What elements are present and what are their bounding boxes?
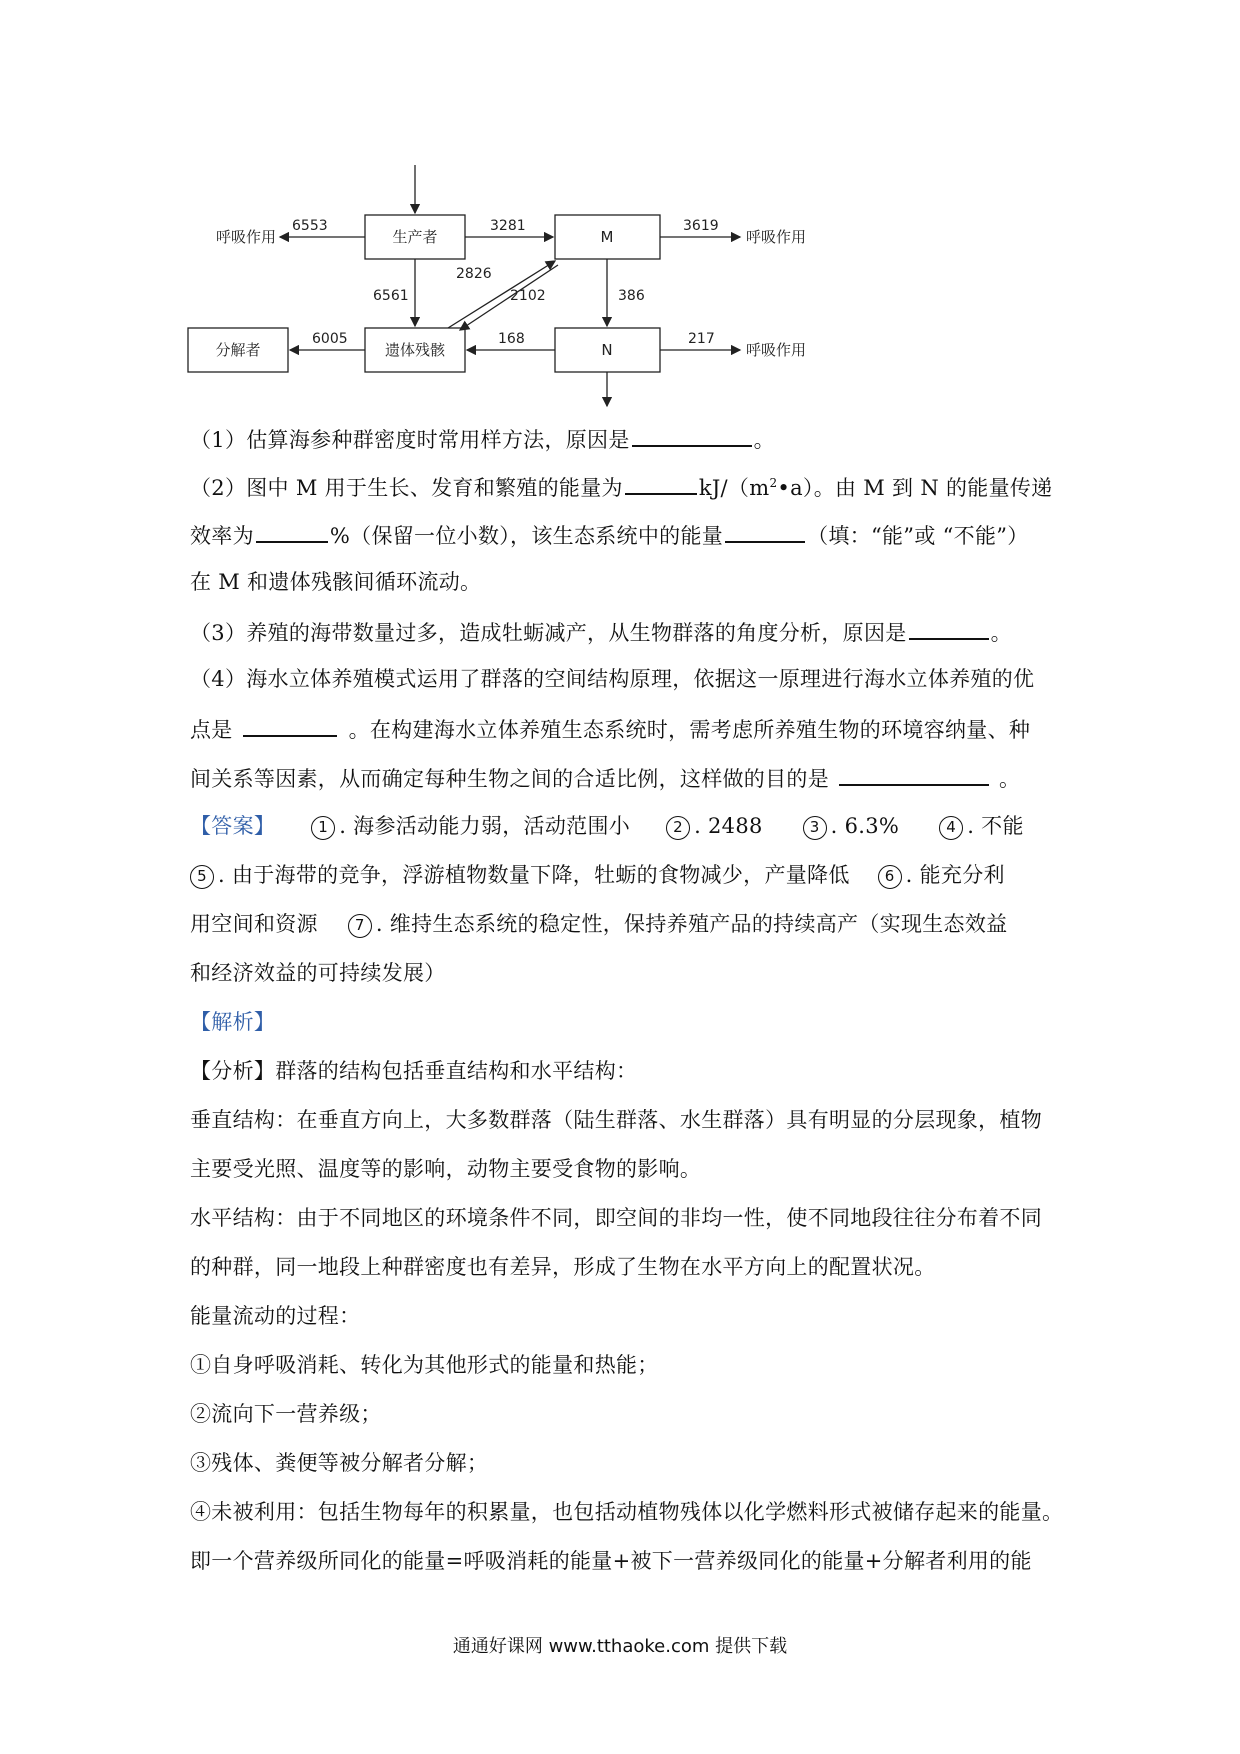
- question-2-line-1: [190, 471, 1070, 503]
- q4-text-c: 。在构建海水立体养殖生态系统时，需考虑所养殖生物的环境容纳量、种: [348, 718, 1031, 742]
- analysis-line-8: ②流向下一营养级；: [190, 1402, 382, 1426]
- blank-3: [256, 519, 328, 543]
- q1-end: 。: [753, 428, 775, 452]
- answer-num-4: 4: [939, 816, 963, 840]
- remains-label: 遗体残骸: [384, 341, 446, 359]
- analysis-line-11: 即一个营养级所同化的能量=呼吸消耗的能量+被下一营养级同化的能量+分解者利用的能: [190, 1549, 1032, 1573]
- answer-num-1: 1: [311, 816, 335, 840]
- q2-text-c: 效率为: [190, 524, 254, 548]
- analysis-line-3: 主要受光照、温度等的影响，动物主要受食物的影响。: [190, 1157, 702, 1181]
- q2-unit-sup: 2: [769, 476, 778, 490]
- q2-text-b: •a）。由 M 到 N 的能量传递: [777, 476, 1053, 500]
- m-label: M: [600, 228, 614, 246]
- analysis-line-1: 【分析】群落的结构包括垂直结构和水平结构：: [190, 1059, 638, 1083]
- q2-unit: kJ/（m: [698, 476, 770, 500]
- analysis-line-9: ③残体、粪便等被分解者分解；: [190, 1451, 489, 1475]
- q4-text-d: 间关系等因素，从而确定每种生物之间的合适比例，这样做的目的是: [190, 767, 829, 791]
- q4-end: 。: [999, 767, 1021, 791]
- q3-text: （3）养殖的海带数量过多，造成牡蛎减产，从生物群落的角度分析，原因是: [190, 621, 907, 645]
- value-6553: 6553: [292, 218, 328, 234]
- respiration-label-2: 呼吸作用: [746, 228, 807, 246]
- blank-7: [839, 762, 989, 786]
- blank-5: [909, 616, 989, 640]
- value-2102: 2102: [510, 288, 546, 304]
- answer-line-1: [190, 811, 1070, 841]
- question-2-line-2: [190, 519, 1070, 551]
- question-2-line-3: [190, 567, 1070, 597]
- answer-line-4: [190, 958, 1070, 988]
- answer-4: . 不能: [967, 814, 1024, 838]
- answer-num-7: 7: [348, 914, 372, 938]
- answer-1: . 海参活动能力弱，活动范围小: [339, 814, 631, 838]
- blank-1: [632, 423, 752, 447]
- analysis-line-7: ①自身呼吸消耗、转化为其他形式的能量和热能；: [190, 1353, 659, 1377]
- answer-7b: 和经济效益的可持续发展）: [190, 961, 446, 985]
- answer-tag: 【答案】: [190, 814, 276, 838]
- analysis-line-6: 能量流动的过程：: [190, 1304, 361, 1328]
- question-4-line-3: [190, 762, 1070, 794]
- answer-num-2: 2: [666, 816, 690, 840]
- answer-num-5: 5: [190, 865, 214, 889]
- blank-4: [725, 519, 805, 543]
- analysis-line-2: 垂直结构：在垂直方向上，大多数群落（陆生群落、水生群落）具有明显的分层现象，植物: [190, 1108, 1042, 1132]
- question-3: [190, 616, 1070, 648]
- q4-text-b: 点是: [190, 718, 233, 742]
- answer-line-2: [190, 860, 1070, 890]
- q3-end: 。: [990, 621, 1012, 645]
- question-1: [190, 423, 1070, 455]
- answer-2: . 2488: [694, 814, 763, 838]
- question-4-line-1: [190, 664, 1070, 694]
- value-217: 217: [688, 331, 715, 347]
- footer-download-note: 通通好课网 www.tthaoke.com 提供下载: [452, 1636, 788, 1657]
- answer-5: . 由于海带的竞争，浮游植物数量下降，牡蛎的食物减少，产量降低: [218, 863, 850, 887]
- value-386: 386: [618, 288, 645, 304]
- q2-text-f: 在 M 和遗体残骸间循环流动。: [190, 570, 482, 594]
- answer-num-3: 3: [803, 816, 827, 840]
- producer-label: 生产者: [392, 228, 438, 246]
- blank-6: [243, 713, 337, 737]
- answer-6a: . 能充分利: [905, 863, 1005, 887]
- analysis-line-4: 水平结构：由于不同地区的环境条件不同，即空间的非均一性，使不同地段往往分布着不同: [190, 1206, 1042, 1230]
- answer-7a: . 维持生态系统的稳定性，保持养殖产品的持续高产（实现生态效益: [375, 912, 1008, 936]
- decomposer-label: 分解者: [215, 341, 261, 359]
- respiration-label-3: 呼吸作用: [746, 341, 807, 359]
- value-6561: 6561: [373, 288, 409, 304]
- energy-flow-diagram: [180, 160, 820, 410]
- n-label: N: [601, 341, 613, 359]
- answer-6b: 用空间和资源: [190, 912, 318, 936]
- analysis-tag: 【解析】: [190, 1010, 276, 1034]
- q2-text-a: （2）图中 M 用于生长、发育和繁殖的能量为: [190, 476, 623, 500]
- blank-2: [625, 471, 697, 495]
- value-6005: 6005: [312, 331, 348, 347]
- answer-num-6: 6: [878, 865, 902, 889]
- value-168: 168: [498, 331, 525, 347]
- analysis-line-5: 的种群，同一地段上种群密度也有差异，形成了生物在水平方向上的配置状况。: [190, 1255, 936, 1279]
- answer-line-3: [190, 909, 1070, 939]
- energy-flow-svg: [180, 160, 820, 410]
- q2-text-e: （填：“能”或 “不能”）: [807, 524, 1029, 548]
- q2-text-d: %（保留一位小数），该生态系统中的能量: [329, 524, 724, 548]
- answer-3: . 6.3%: [830, 814, 900, 838]
- q4-text-a: （4）海水立体养殖模式运用了群落的空间结构原理，依据这一原理进行海水立体养殖的优: [190, 667, 1035, 691]
- q1-text: （1）估算海参种群密度时常用样方法，原因是: [190, 428, 630, 452]
- respiration-label-1: 呼吸作用: [216, 228, 277, 246]
- value-3281: 3281: [490, 218, 526, 234]
- value-2826: 2826: [456, 266, 492, 282]
- question-4-line-2: [190, 713, 1070, 745]
- value-3619: 3619: [683, 218, 719, 234]
- analysis-line-10: ④未被利用：包括生物每年的积累量，也包括动植物残体以化学燃料形式被储存起来的能量。: [190, 1500, 1064, 1524]
